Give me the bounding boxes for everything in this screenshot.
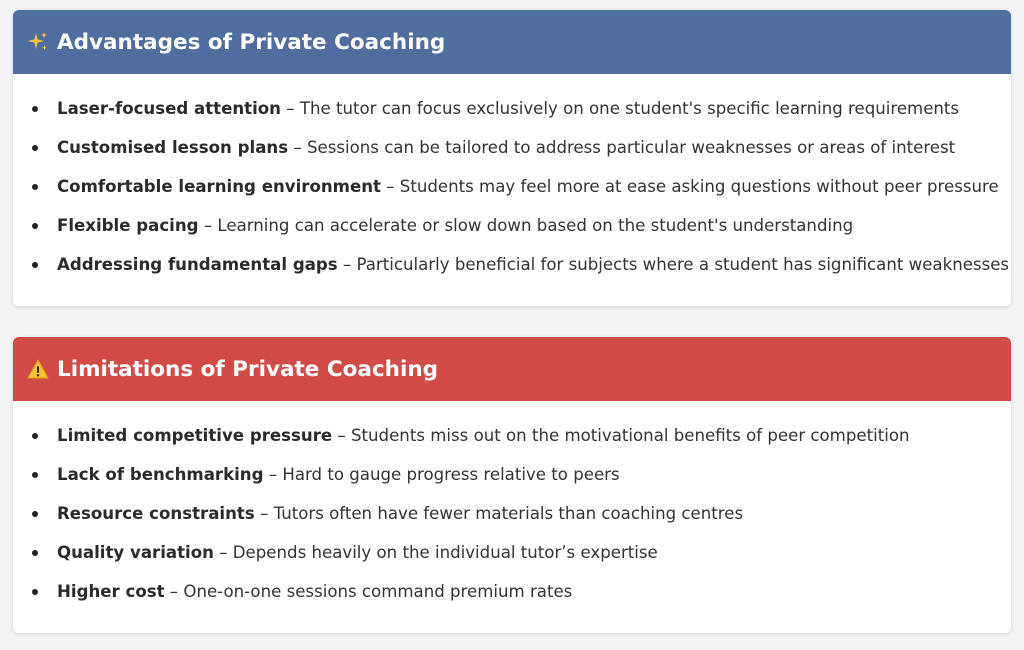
bullet <box>32 589 38 595</box>
item-description: – One-on-one sessions command premium rates <box>164 582 573 601</box>
list-item <box>13 94 1011 133</box>
bullet <box>32 550 38 556</box>
list-item <box>13 250 1011 289</box>
item-description: – Sessions can be tailored to address particular weaknesses or areas of interest <box>288 138 956 157</box>
list-item <box>13 172 1011 211</box>
advantages-list <box>13 74 1011 289</box>
item-description: – Depends heavily on the individual tutor’s expertise <box>213 543 658 562</box>
item-term: Addressing fundamental gaps <box>57 255 338 274</box>
item-term: Limited competitive pressure <box>57 426 333 445</box>
item-description: – Students may feel more at ease asking questions without peer pressure <box>380 177 999 196</box>
bullet <box>32 433 38 439</box>
bullet <box>32 184 38 190</box>
limitations-list <box>13 401 1011 616</box>
item-description: – Students miss out on the motivational benefits of peer competition <box>332 426 910 445</box>
warning-icon <box>27 358 49 380</box>
limitations-title: Limitations of Private Coaching <box>57 356 439 382</box>
list-item <box>13 133 1011 172</box>
item-description: – Particularly beneficial for subjects where a student has significant weaknesses <box>337 255 1010 274</box>
item-term: Lack of benchmarking <box>57 465 264 484</box>
item-term: Customised lesson plans <box>57 138 289 157</box>
advantages-title: Advantages of Private Coaching <box>57 29 446 55</box>
item-description: – Tutors often have fewer materials than coaching centres <box>254 504 744 523</box>
list-item <box>13 211 1011 250</box>
item-term: Higher cost <box>57 582 165 601</box>
list-item <box>13 538 1011 577</box>
item-term: Laser-focused attention <box>57 99 281 118</box>
item-term: Flexible pacing <box>57 216 199 235</box>
bullet <box>32 511 38 517</box>
item-description: – Learning can accelerate or slow down based on the student's understanding <box>198 216 854 235</box>
item-term: Quality variation <box>57 543 214 562</box>
item-description: – Hard to gauge progress relative to peers <box>263 465 620 484</box>
sparkles-icon <box>27 31 49 53</box>
item-description: – The tutor can focus exclusively on one student's specific learning requirements <box>281 99 960 118</box>
item-term: Resource constraints <box>57 504 255 523</box>
bullet <box>32 472 38 478</box>
list-item <box>13 577 1011 616</box>
list-item <box>13 460 1011 499</box>
limitations-header <box>13 337 1011 401</box>
list-item <box>13 421 1011 460</box>
advantages-header <box>13 10 1011 74</box>
advantages-card <box>13 10 1011 306</box>
limitations-card <box>13 337 1011 633</box>
bullet <box>32 106 38 112</box>
bullet <box>32 145 38 151</box>
bullet <box>32 223 38 229</box>
item-term: Comfortable learning environment <box>57 177 381 196</box>
bullet <box>32 262 38 268</box>
list-item <box>13 499 1011 538</box>
